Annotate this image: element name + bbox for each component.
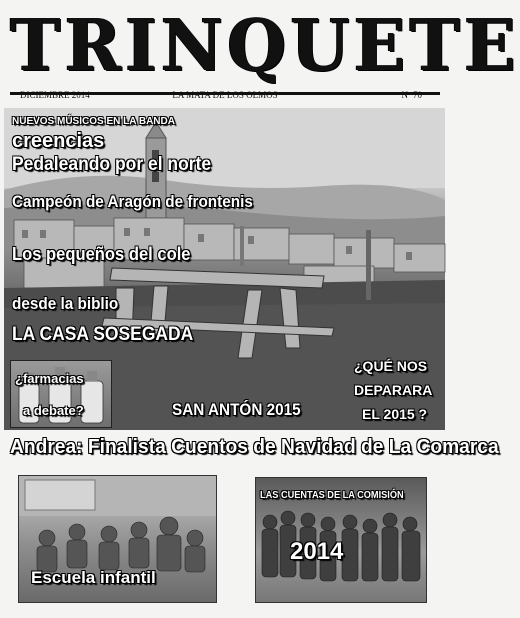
headline-pharmacies-line2: a debate? — [23, 403, 84, 418]
headline-pharmacies-line1: ¿farmacias — [15, 371, 84, 386]
council-title: LAS CUENTAS DE LA COMISIÓN — [260, 490, 404, 501]
council-photo — [255, 477, 427, 603]
pharmacy-inset-photo — [10, 360, 112, 428]
headline-question-line3: EL 2015 ? — [362, 406, 428, 422]
kicker-new-musicians: NUEVOS MÚSICOS EN LA BANDA — [12, 116, 175, 127]
masthead — [10, 4, 520, 94]
council-year: 2014 — [290, 538, 344, 565]
headline-casa-sosegada: LA CASA SOSEGADA — [12, 324, 194, 345]
issue-number: Nº 70 — [401, 90, 422, 100]
headline-question-line1: ¿QUÉ NOS — [354, 358, 428, 374]
town-name: LA MATA DE LOS OLMOS — [172, 90, 278, 100]
issue-info-bar — [10, 90, 440, 104]
headline-library: desde la biblio — [12, 294, 119, 313]
headline-andrea-finalist: Andrea: Finalista Cuentos de Navidad de La Comarca — [10, 436, 499, 458]
cover-photo — [4, 108, 445, 430]
issue-date: DICIEMBRE 2014 — [20, 90, 90, 100]
headline-creencias: creencias — [12, 130, 105, 152]
school-caption: Escuela infantil — [31, 568, 156, 587]
headline-san-anton: SAN ANTÓN 2015 — [172, 400, 301, 419]
magazine-title: TRINQUETE — [10, 4, 520, 88]
headline-question-line2: DEPARARA — [354, 382, 433, 398]
headline-little-ones: Los pequeños del cole — [12, 244, 191, 264]
headline-cycling: Pedaleando por el norte — [12, 154, 212, 175]
headline-frontenis: Campeón de Aragón de frontenis — [12, 192, 253, 211]
school-photo — [18, 475, 217, 603]
